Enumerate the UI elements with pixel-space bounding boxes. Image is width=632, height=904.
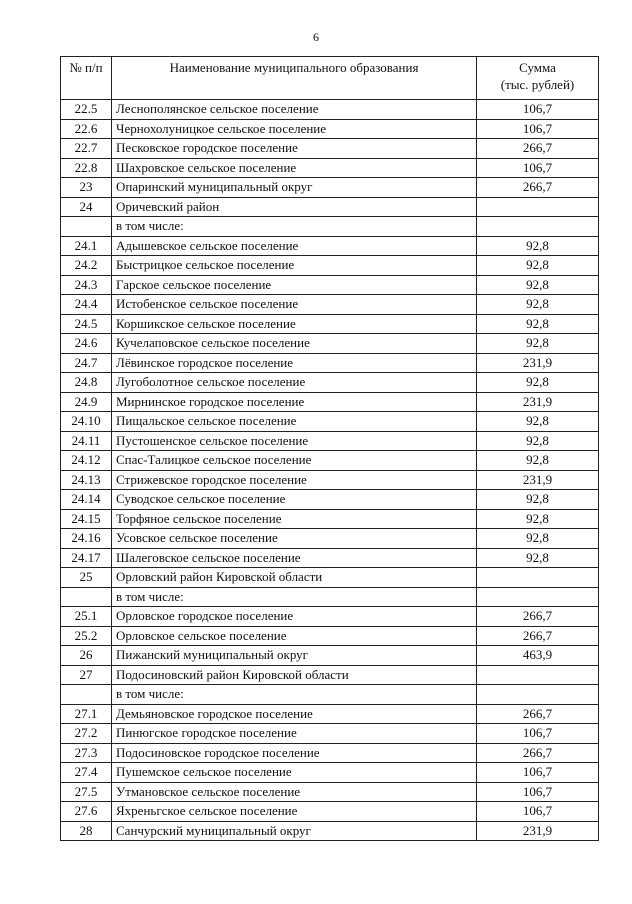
row-amount	[477, 217, 599, 237]
row-number: 24.9	[61, 392, 112, 412]
header-number: № п/п	[61, 57, 112, 100]
row-number: 24.17	[61, 548, 112, 568]
table-body	[61, 100, 599, 841]
row-amount: 106,7	[477, 802, 599, 822]
row-number: 27.6	[61, 802, 112, 822]
row-amount: 92,8	[477, 256, 599, 276]
row-municipality-name: Суводское сельское поселение	[112, 490, 477, 510]
municipal-funding-table	[60, 56, 599, 841]
row-municipality-name: Оричевский район	[112, 197, 477, 217]
table-row	[61, 782, 599, 802]
row-municipality-name: Песковское городское поселение	[112, 139, 477, 159]
row-municipality-name: Подосиновское городское поселение	[112, 743, 477, 763]
row-municipality-name: в том числе:	[112, 685, 477, 705]
table-row	[61, 724, 599, 744]
row-municipality-name: Спас-Талицкое сельское поселение	[112, 451, 477, 471]
row-number: 25.2	[61, 626, 112, 646]
table-row	[61, 256, 599, 276]
row-amount: 92,8	[477, 529, 599, 549]
row-number: 28	[61, 821, 112, 841]
row-municipality-name: Санчурский муниципальный округ	[112, 821, 477, 841]
row-municipality-name: Орловское городское поселение	[112, 607, 477, 627]
row-amount: 266,7	[477, 178, 599, 198]
row-amount: 106,7	[477, 100, 599, 120]
row-number: 24.3	[61, 275, 112, 295]
row-number: 22.7	[61, 139, 112, 159]
row-municipality-name: Пустошенское сельское поселение	[112, 431, 477, 451]
table-row	[61, 353, 599, 373]
row-municipality-name: Пинюгское городское поселение	[112, 724, 477, 744]
table-row	[61, 314, 599, 334]
row-municipality-name: Гарское сельское поселение	[112, 275, 477, 295]
row-amount: 106,7	[477, 158, 599, 178]
row-amount	[477, 685, 599, 705]
row-number: 24.1	[61, 236, 112, 256]
table-row	[61, 178, 599, 198]
table-row	[61, 158, 599, 178]
row-municipality-name: Орловское сельское поселение	[112, 626, 477, 646]
row-number: 26	[61, 646, 112, 666]
row-municipality-name: Пижанский муниципальный округ	[112, 646, 477, 666]
table-row	[61, 607, 599, 627]
row-municipality-name: Усовское сельское поселение	[112, 529, 477, 549]
header-sum	[477, 57, 599, 100]
row-amount: 92,8	[477, 548, 599, 568]
table-row	[61, 509, 599, 529]
row-number: 24.10	[61, 412, 112, 432]
row-number	[61, 587, 112, 607]
row-municipality-name: Шахровское сельское поселение	[112, 158, 477, 178]
table-row	[61, 665, 599, 685]
table-row	[61, 626, 599, 646]
row-amount: 106,7	[477, 119, 599, 139]
row-municipality-name: Пищальское сельское поселение	[112, 412, 477, 432]
table-row	[61, 685, 599, 705]
row-municipality-name: Коршикское сельское поселение	[112, 314, 477, 334]
row-amount: 92,8	[477, 334, 599, 354]
table-row	[61, 139, 599, 159]
row-municipality-name: Лугоболотное сельское поселение	[112, 373, 477, 393]
table-row	[61, 587, 599, 607]
table-row	[61, 295, 599, 315]
row-amount: 92,8	[477, 373, 599, 393]
row-municipality-name: Лёвинское городское поселение	[112, 353, 477, 373]
row-amount: 266,7	[477, 139, 599, 159]
row-municipality-name: Мирнинское городское поселение	[112, 392, 477, 412]
table-row	[61, 392, 599, 412]
table-row	[61, 373, 599, 393]
row-number: 24.11	[61, 431, 112, 451]
row-number: 27.1	[61, 704, 112, 724]
row-number: 24.16	[61, 529, 112, 549]
row-number: 24.7	[61, 353, 112, 373]
row-amount: 92,8	[477, 490, 599, 510]
row-municipality-name: Пушемское сельское поселение	[112, 763, 477, 783]
table-row	[61, 490, 599, 510]
row-municipality-name: Кучелаповское сельское поселение	[112, 334, 477, 354]
table-row	[61, 763, 599, 783]
row-municipality-name: Быстрицкое сельское поселение	[112, 256, 477, 276]
table-row	[61, 275, 599, 295]
table-row	[61, 100, 599, 120]
row-municipality-name: Торфяное сельское поселение	[112, 509, 477, 529]
row-municipality-name: в том числе:	[112, 217, 477, 237]
table-row	[61, 470, 599, 490]
row-municipality-name: Яхреньгское сельское поселение	[112, 802, 477, 822]
row-municipality-name: Опаринский муниципальный округ	[112, 178, 477, 198]
row-amount: 231,9	[477, 392, 599, 412]
row-number: 22.5	[61, 100, 112, 120]
row-amount: 463,9	[477, 646, 599, 666]
row-municipality-name: Чернохолуницкое сельское поселение	[112, 119, 477, 139]
row-number: 24	[61, 197, 112, 217]
row-number: 24.15	[61, 509, 112, 529]
row-amount: 266,7	[477, 743, 599, 763]
row-number	[61, 217, 112, 237]
row-amount: 92,8	[477, 509, 599, 529]
row-amount	[477, 568, 599, 588]
row-amount: 92,8	[477, 451, 599, 471]
table-row	[61, 334, 599, 354]
row-amount: 92,8	[477, 295, 599, 315]
table-header-row	[61, 57, 599, 100]
table-row	[61, 743, 599, 763]
row-number: 27.5	[61, 782, 112, 802]
table-row	[61, 217, 599, 237]
table-row	[61, 431, 599, 451]
table-row	[61, 119, 599, 139]
row-number: 23	[61, 178, 112, 198]
row-municipality-name: Леснополянское сельское поселение	[112, 100, 477, 120]
row-amount	[477, 665, 599, 685]
row-municipality-name: Утмановское сельское поселение	[112, 782, 477, 802]
row-amount	[477, 197, 599, 217]
row-number: 24.6	[61, 334, 112, 354]
row-municipality-name: Адышевское сельское поселение	[112, 236, 477, 256]
row-number: 24.2	[61, 256, 112, 276]
table-row	[61, 802, 599, 822]
row-amount: 92,8	[477, 431, 599, 451]
row-number: 27.2	[61, 724, 112, 744]
row-amount	[477, 587, 599, 607]
row-municipality-name: Подосиновский район Кировской области	[112, 665, 477, 685]
table-row	[61, 529, 599, 549]
header-sum-unit: (тыс. рублей)	[500, 77, 575, 92]
row-number: 27.4	[61, 763, 112, 783]
row-amount: 92,8	[477, 412, 599, 432]
row-municipality-name: Шалеговское сельское поселение	[112, 548, 477, 568]
row-number: 22.8	[61, 158, 112, 178]
row-municipality-name: Демьяновское городское поселение	[112, 704, 477, 724]
row-amount: 92,8	[477, 314, 599, 334]
table-row	[61, 197, 599, 217]
row-municipality-name: Орловский район Кировской области	[112, 568, 477, 588]
row-number: 24.5	[61, 314, 112, 334]
table-row	[61, 568, 599, 588]
row-amount: 106,7	[477, 782, 599, 802]
table-row	[61, 412, 599, 432]
row-amount: 106,7	[477, 724, 599, 744]
row-number: 24.14	[61, 490, 112, 510]
table-row	[61, 548, 599, 568]
table-row	[61, 646, 599, 666]
table-row	[61, 821, 599, 841]
row-municipality-name: в том числе:	[112, 587, 477, 607]
row-number: 24.8	[61, 373, 112, 393]
row-amount: 231,9	[477, 821, 599, 841]
table-row	[61, 704, 599, 724]
row-number: 27	[61, 665, 112, 685]
row-amount: 266,7	[477, 704, 599, 724]
row-number: 25	[61, 568, 112, 588]
row-amount: 92,8	[477, 236, 599, 256]
table-row	[61, 451, 599, 471]
row-amount: 92,8	[477, 275, 599, 295]
row-amount: 266,7	[477, 626, 599, 646]
row-amount: 106,7	[477, 763, 599, 783]
row-amount: 266,7	[477, 607, 599, 627]
row-number: 22.6	[61, 119, 112, 139]
row-amount: 231,9	[477, 353, 599, 373]
header-name: Наименование муниципального образования	[112, 57, 477, 100]
page-number: 6	[313, 30, 319, 44]
table-row	[61, 236, 599, 256]
row-municipality-name: Стрижевское городское поселение	[112, 470, 477, 490]
row-number: 24.4	[61, 295, 112, 315]
row-number: 27.3	[61, 743, 112, 763]
row-number: 24.12	[61, 451, 112, 471]
row-number: 24.13	[61, 470, 112, 490]
row-municipality-name: Истобенское сельское поселение	[112, 295, 477, 315]
row-number: 25.1	[61, 607, 112, 627]
row-amount: 231,9	[477, 470, 599, 490]
header-sum-title: Сумма	[519, 60, 556, 75]
row-number	[61, 685, 112, 705]
